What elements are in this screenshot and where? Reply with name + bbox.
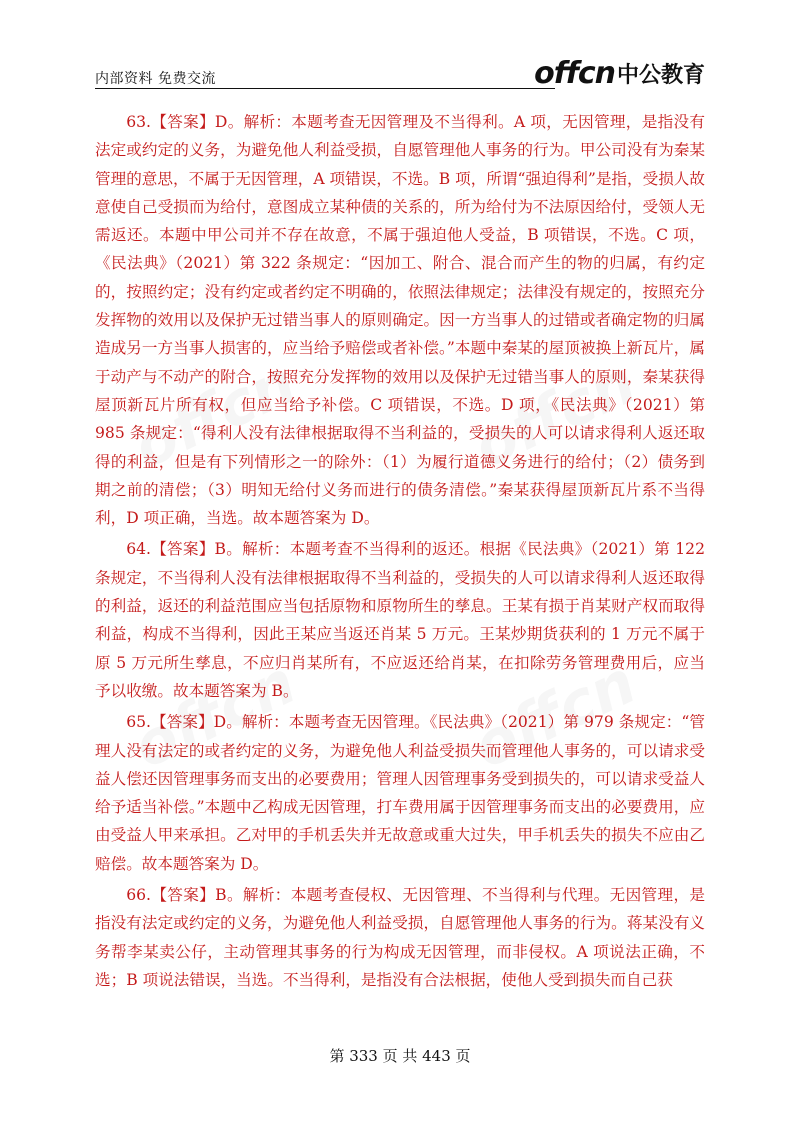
page-number-footer: 第 333 页 共 443 页 [329, 1047, 471, 1065]
document-body [95, 108, 705, 997]
header-rule [95, 88, 555, 89]
answer-paragraph-66: 66.【答案】B。解析：本题考查侵权、无因管理、不当得利与代理。无因管理，是指没有法定或约定的义务，为避免他人利益受损，自愿管理他人事务的行为。蒋某没有义务帮李某卖公仔，主动管理其事务的行为构成无因管理，而非侵权。A 项说法正确，不选；B 项说法错误，当选。不当得利，是指没有合法根据，使他人受到损失而自己获 [95, 886, 705, 989]
header-label: 内部资料 免费交流 [95, 71, 216, 87]
page-header [95, 56, 705, 92]
logo-chinese-text: 中公教育 [616, 63, 705, 88]
logo-latin-text: offcn [534, 56, 615, 91]
answer-paragraph-64: 64.【答案】B。解析：本题考查不当得利的返还。根据《民法典》（2021）第 122 条规定，不当得利人没有法律根据取得不当利益的，受损失的人可以请求得利人返还取得的利益，返还的利益范围应当包括原物和原物所生的孳息。王某有损于肖某财产权而取得利益，构成不当得利，因此王某应当返还肖某 5 万元。王某炒期货获利的 1 万元不属于原 5 万元所生孳息，不应归肖某所有，不应返还给肖某，在扣除劳务管理费用后，应当予以收缴。故本题答案为 B。 [95, 540, 705, 700]
offcn-logo [534, 56, 705, 91]
answer-paragraph-65: 65.【答案】D。解析：本题考查无因管理。《民法典》（2021）第 979 条规定：“管理人没有法定的或者约定的义务，为避免他人利益受损失而管理他人事务的，可以请求受益人偿还因管理事务而支出的必要费用；管理人因管理事务受到损失的，可以请求受益人给予适当补偿。”本题中乙构成无因管理，打车费用属于因管理事务而支出的必要费用，应由受益人甲来承担。乙对甲的手机丢失并无故意或重大过失，甲手机丢失的损失不应由乙赔偿。故本题答案为 D。 [95, 713, 705, 873]
answer-paragraph-63: 63.【答案】D。解析：本题考查无因管理及不当得利。A 项，无因管理，是指没有法定或约定的义务，为避免他人利益受损，自愿管理他人事务的行为。甲公司没有为秦某管理的意思，不属于无因管理，A 项错误，不选。B 项，所谓“强迫得利”是指，受损人故意使自己受损而为给付，意图成立某种债的关系的，所为给付为不法原因给付，受领人无需返还。本题中甲公司并不存在故意，不属于强迫他人受益，B 项错误，不选。C 项，《民法典》（2021）第 322 条规定：“因加工、附合、混合而产生的物的归属，有约定的，按照约定；没有约定或者约定不明确的，依照法律规定；法律没有规定的，按照充分发挥物的效用以及保护无过错当事人的原则确定。因一方当事人的过错或者确定物的归属造成另一方当事人损害的，应当给予赔偿或者补偿。”本题中秦某的屋顶被换上新瓦片，属于动产与不动产的附合，按照充分发挥物的效用以及保护无过错当事人的原则，秦某获得屋顶新瓦片所有权，但应当给予补偿。C 项错误，不选。D 项，《民法典》（2021）第 985 条规定：“得利人没有法律根据取得不当利益的，受损失的人可以请求得利人返还取得的利益，但是有下列情形之一的除外：（1）为履行道德义务进行的给付；（2）债务到期之前的清偿；（3）明知无给付义务而进行的债务清偿。”秦某获得屋顶新瓦片系不当得利，D 项正确，当选。故本题答案为 D。 [95, 113, 705, 528]
